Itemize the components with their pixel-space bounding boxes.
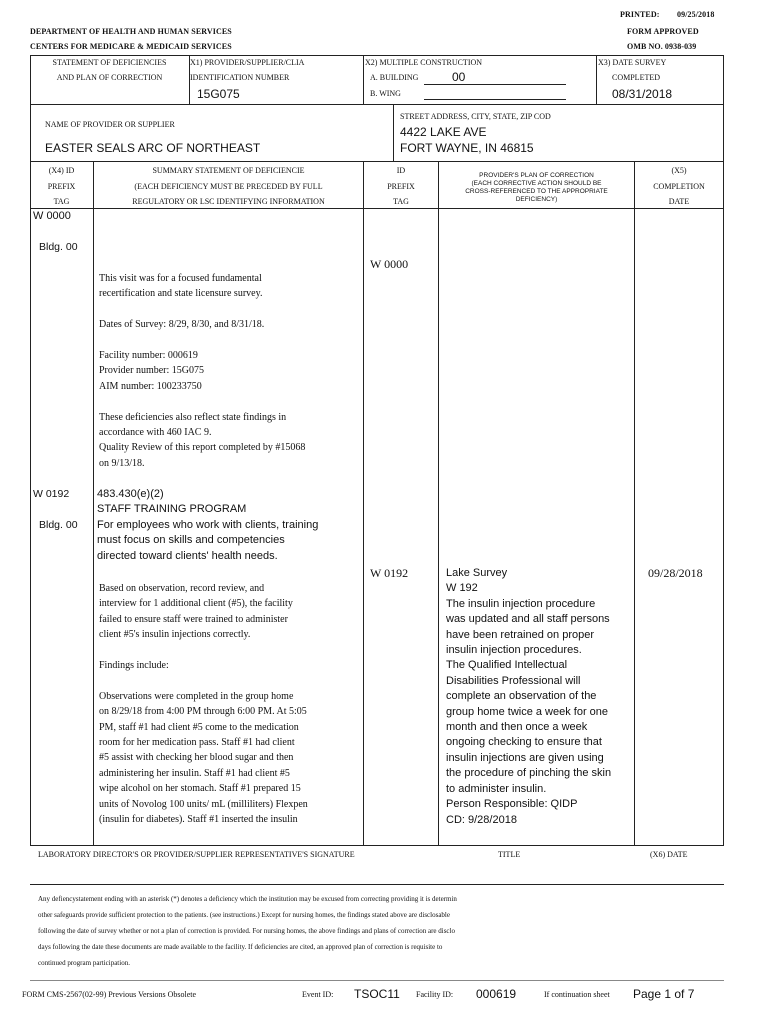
plan-line: Person Responsible: QIDP <box>446 798 578 811</box>
completed-label: COMPLETED <box>612 73 660 82</box>
facility-id-value: 000619 <box>476 987 517 1001</box>
regulation-line: directed toward clients' health needs. <box>97 549 278 562</box>
text-line: failed to ensure staff were trained to administer <box>99 613 288 625</box>
summary-header: SUMMARY STATEMENT OF DEFICIENCIE <box>152 166 305 175</box>
plan-of-correction-label: AND PLAN OF CORRECTION <box>56 73 163 82</box>
event-id-label: Event ID: <box>302 990 334 999</box>
summary-subheader: (EACH DEFICIENCY MUST BE PRECEDED BY FULL <box>134 182 323 191</box>
building-label: A. BUILDING <box>370 73 419 82</box>
plan-subheader-3: DEFICIENCY) <box>515 196 558 203</box>
department-title: DEPARTMENT OF HEALTH AND HUMAN SERVICES <box>30 27 232 36</box>
text-line: This visit was for a focused fundamental <box>99 273 262 284</box>
date-label: DATE <box>668 197 690 206</box>
plan-line: the procedure of pinching the skin <box>446 767 612 780</box>
plan-line: The Qualified Intellectual <box>446 659 568 672</box>
form-number: FORM CMS-2567(02-99) Previous Versions Obsolete <box>22 990 197 999</box>
plan-subheader-1: (EACH CORRECTIVE ACTION SHOULD BE <box>471 180 602 187</box>
entry-2-id-tag: W 0192 <box>370 566 409 580</box>
omb-number: OMB NO. 0938-039 <box>627 42 697 51</box>
entry-1-id-tag: W 0000 <box>370 257 409 271</box>
statement-label: STATEMENT OF DEFICIENCIES <box>52 58 167 67</box>
plan-header: PROVIDER'S PLAN OF CORRECTION <box>479 172 594 179</box>
plan-line: to administer insulin. <box>446 782 547 795</box>
plan-line: CD: 9/28/2018 <box>446 813 517 826</box>
completion-label: COMPLETION <box>653 182 705 191</box>
x4-id-label: (X4) ID <box>48 166 75 175</box>
x4-tag-label: TAG <box>53 197 70 206</box>
text-line: #5 assist with checking her blood sugar and then <box>99 752 294 764</box>
text-line: These deficiencies also reflect state findings in <box>99 411 287 423</box>
form-approved: FORM APPROVED <box>627 27 699 36</box>
address-line-1: 4422 LAKE AVE <box>400 125 487 139</box>
text-line: Dates of Survey: 8/29, 8/30, and 8/31/18. <box>99 319 265 331</box>
disclaimer-line: Any defiencystatement ending with an asterisk (*) denotes a deficiency which the institution may be excused from correcting providing it is determin <box>38 895 457 903</box>
entry-1-tag: W 0000 <box>33 210 71 222</box>
text-line: room for her medication pass. Staff #1 had client <box>99 737 295 749</box>
printed-label: PRINTED: <box>620 10 660 19</box>
plan-line: month and then once a week <box>446 721 588 734</box>
provider-name-value: EASTER SEALS ARC OF NORTHEAST <box>45 141 261 155</box>
entry-2-tag: W 0192 <box>33 488 70 500</box>
plan-line: group home twice a week for one <box>446 705 609 718</box>
text-line: Observations were completed in the group home <box>99 690 294 702</box>
entry-2-completion-date: 09/28/2018 <box>648 566 703 580</box>
text-line: units of Novolog 100 units/ mL (milliliters) Flexpen <box>99 798 308 810</box>
plan-line: was updated and all staff persons <box>446 613 610 626</box>
printed-date: 09/25/2018 <box>677 10 715 19</box>
plan-line: complete an observation of the <box>446 690 597 703</box>
x1-label: X1) PROVIDER/SUPPLIER/CLIA <box>190 58 305 67</box>
plan-line: W 192 <box>446 582 478 595</box>
text-line: AIM number: 100233750 <box>99 380 202 392</box>
address-label: STREET ADDRESS, CITY, STATE, ZIP COD <box>400 112 551 121</box>
centers-title: CENTERS FOR MEDICARE & MEDICAID SERVICES <box>30 42 232 51</box>
x6-date-label: (X6) DATE <box>650 850 688 859</box>
id-tag-label: TAG <box>393 197 409 206</box>
plan-line: Lake Survey <box>446 567 508 579</box>
wing-label: B. WING <box>370 89 401 98</box>
facility-id-label: Facility ID: <box>416 990 454 999</box>
entry-2-regulation <box>97 487 361 564</box>
plan-line: have been retrained on proper <box>446 628 594 641</box>
entry-2-text <box>99 581 361 827</box>
text-line: Findings include: <box>99 660 169 672</box>
x3-label: X3) DATE SURVEY <box>598 58 667 67</box>
text-line: Provider number: 15G075 <box>99 365 204 377</box>
text-line: on 9/13/18. <box>99 457 145 469</box>
summary-subheader-2: REGULATORY OR LSC IDENTIFYING INFORMATION <box>132 197 325 206</box>
address-line-2: FORT WAYNE, IN 46815 <box>400 141 534 155</box>
text-line: on 8/29/18 from 4:00 PM through 6:00 PM. At 5:05 <box>99 706 307 718</box>
text-line: wipe alcohol on her stomach. Staff #1 prepared 15 <box>99 783 301 795</box>
event-id-value: TSOC11 <box>354 987 400 1001</box>
text-line: Facility number: 000619 <box>99 350 198 361</box>
plan-line: ongoing checking to ensure that <box>446 736 602 749</box>
id-label: ID <box>396 166 406 175</box>
text-line: Based on observation, record review, and <box>99 583 265 594</box>
disclaimer-line: continued program participation. <box>38 959 130 967</box>
x5-label: (X5) <box>671 166 687 175</box>
plan-line: insulin injections are given using <box>446 751 604 764</box>
text-line: interview for 1 additional client (#5), the facility <box>99 598 293 610</box>
text-line: (insulin for diabetes). Staff #1 inserted the insulin <box>99 814 298 826</box>
id-prefix-label: PREFIX <box>387 182 415 191</box>
regulation-line: For employees who work with clients, training <box>97 518 319 531</box>
plan-line: Disabilities Professional will <box>446 674 581 687</box>
text-line: client #5's insulin injections correctly. <box>99 629 251 641</box>
plan-line: insulin injection procedures. <box>446 644 582 657</box>
entry-1-building: Bldg. 00 <box>39 241 78 253</box>
text-line: Quality Review of this report completed by #15068 <box>99 442 306 454</box>
plan-subheader-2: CROSS-REFERENCED TO THE APPROPRIATE <box>465 188 608 195</box>
provider-id-value: 15G075 <box>197 87 240 101</box>
disclaimer <box>38 891 728 971</box>
text-line: administering her insulin. Staff #1 had client #5 <box>99 767 290 779</box>
provider-name-label: NAME OF PROVIDER OR SUPPLIER <box>45 120 175 129</box>
building-value: 00 <box>452 70 466 84</box>
survey-completed-date: 08/31/2018 <box>612 87 673 101</box>
disclaimer-line: following the date of survey whether or not a plan of correction is provided. For nursing homes, the above findings and plans of correction are disclo <box>38 927 455 935</box>
page-number: Page 1 of 7 <box>633 987 695 1001</box>
entry-2-building: Bldg. 00 <box>39 519 78 531</box>
regulation-line: must focus on skills and competencies <box>97 534 285 547</box>
disclaimer-line: days following the date these documents are made available to the facility. If deficiencies are cited, an approved plan of correction is requisite to <box>38 943 443 951</box>
continuation-label: If continuation sheet <box>544 990 610 999</box>
title-label: TITLE <box>498 850 521 859</box>
x4-prefix-label: PREFIX <box>47 182 76 191</box>
disclaimer-line: other safeguards provide sufficient protection to the patients. (see instructions.) Except for nursing homes, the findings stated above are disclosable <box>38 911 450 919</box>
identification-number-label: IDENTIFICATION NUMBER <box>190 73 290 82</box>
text-line: accordance with 460 IAC 9. <box>99 427 212 439</box>
regulation-line: STAFF TRAINING PROGRAM <box>97 503 247 516</box>
text-line: PM, staff #1 had client #5 come to the medication <box>99 721 299 733</box>
entry-1-text <box>99 271 361 471</box>
entry-2-plan <box>446 566 632 828</box>
plan-line: The insulin injection procedure <box>446 597 596 610</box>
signature-label: LABORATORY DIRECTOR'S OR PROVIDER/SUPPLIER REPRESENTATIVE'S SIGNATURE <box>38 850 355 859</box>
text-line: recertification and state licensure survey. <box>99 288 263 300</box>
x2-label: X2) MULTIPLE CONSTRUCTION <box>365 58 483 67</box>
regulation-line: 483.430(e)(2) <box>97 488 164 500</box>
